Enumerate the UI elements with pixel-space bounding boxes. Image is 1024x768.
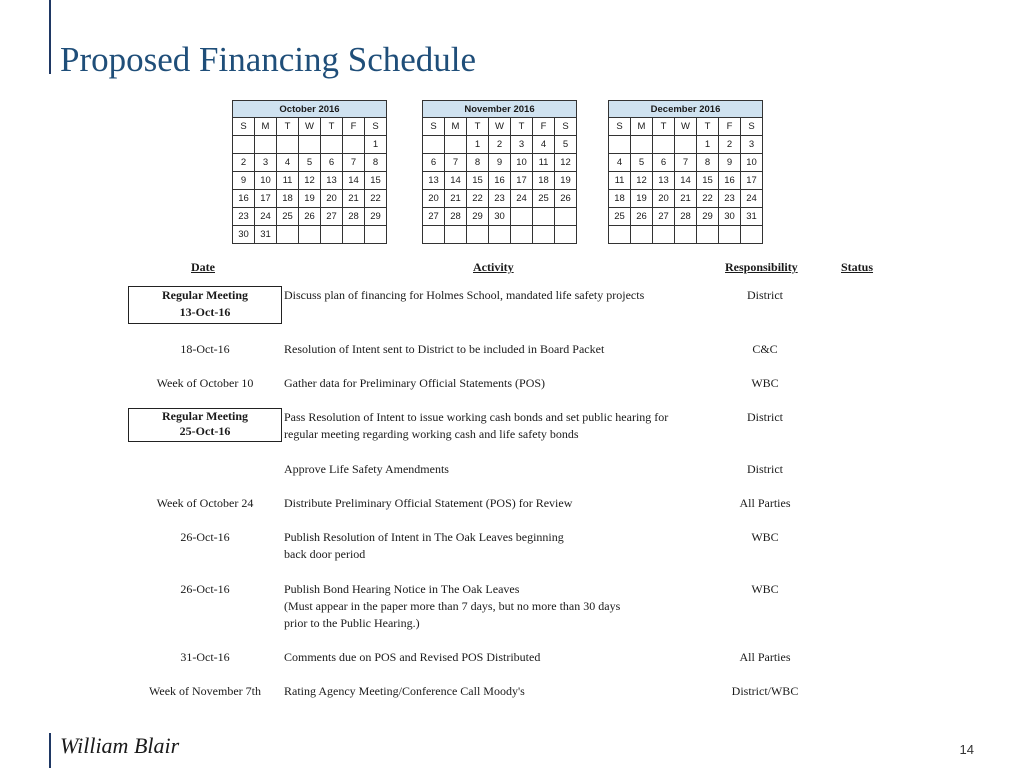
schedule-activity: [284, 375, 704, 392]
schedule-date: Week of October 24: [156, 496, 254, 510]
calendar-day: [741, 226, 763, 244]
calendar-day: 4: [277, 154, 299, 172]
calendar-day: 15: [365, 172, 387, 190]
calendar-day: 24: [255, 208, 277, 226]
calendar-day: [423, 226, 445, 244]
accent-bar-bottom: [49, 733, 51, 768]
calendar-day: [423, 136, 445, 154]
calendar-december: [608, 100, 763, 244]
schedule-activity: [284, 495, 704, 512]
meeting-date-box: [128, 408, 282, 442]
calendar-november: [422, 100, 577, 244]
calendar-day: 12: [555, 154, 577, 172]
schedule-responsibility: District: [747, 410, 783, 424]
schedule-date: 31-Oct-16: [180, 650, 230, 664]
schedule-date: Week of November 7th: [149, 684, 261, 698]
calendar-day: 29: [467, 208, 489, 226]
calendar-day: 17: [511, 172, 533, 190]
calendar-weekday: S: [365, 118, 387, 136]
header-activity: Activity: [473, 260, 514, 274]
calendar-day: 5: [299, 154, 321, 172]
calendar-day: [533, 208, 555, 226]
calendar-day: [719, 226, 741, 244]
calendar-day: 26: [299, 208, 321, 226]
schedule-responsibility: All Parties: [739, 496, 791, 510]
calendar-day: 4: [533, 136, 555, 154]
schedule-responsibility: WBC: [751, 530, 779, 544]
calendar-day: [321, 136, 343, 154]
schedule-activity-line: Discuss plan of financing for Holmes School, mandated life safety projects: [284, 288, 645, 302]
calendar-day: 29: [365, 208, 387, 226]
calendar-day: [277, 136, 299, 154]
calendar-october: [232, 100, 387, 244]
calendar-day: 6: [653, 154, 675, 172]
calendar-day: 19: [555, 172, 577, 190]
calendar-day: 19: [299, 190, 321, 208]
calendar-day: 25: [277, 208, 299, 226]
calendar-day: 22: [365, 190, 387, 208]
calendar-day: 6: [321, 154, 343, 172]
calendar-day: 14: [675, 172, 697, 190]
calendar-month-title: October 2016: [233, 101, 387, 118]
meeting-date-box: [128, 286, 282, 324]
calendar-day: 1: [365, 136, 387, 154]
calendar-month-title: December 2016: [609, 101, 763, 118]
schedule-activity-line: Distribute Preliminary Official Statement (POS) for Review: [284, 496, 573, 510]
calendar-day: [533, 226, 555, 244]
calendar-weekday: F: [719, 118, 741, 136]
calendar-day: 10: [255, 172, 277, 190]
calendar-day: 1: [467, 136, 489, 154]
calendar-day: [321, 226, 343, 244]
calendar-day: 16: [489, 172, 511, 190]
schedule-activity-line: (Must appear in the paper more than 7 days, but no more than 30 days: [284, 599, 621, 613]
calendar-weekday: T: [697, 118, 719, 136]
schedule-responsibility: District: [747, 288, 783, 302]
calendar-day: 27: [321, 208, 343, 226]
calendar-day: 8: [467, 154, 489, 172]
schedule-activity-line: Gather data for Preliminary Official Statements (POS): [284, 376, 546, 390]
calendar-day: [489, 226, 511, 244]
calendar-weekday: T: [653, 118, 675, 136]
calendar-day: 18: [533, 172, 555, 190]
calendar-day: 16: [233, 190, 255, 208]
schedule-date: 26-Oct-16: [180, 530, 230, 544]
calendar-day: 31: [255, 226, 277, 244]
calendar-day: 14: [445, 172, 467, 190]
schedule-date-line: Regular Meeting: [161, 288, 249, 302]
header-responsibility: Responsibility: [725, 260, 798, 274]
schedule-responsibility: District/WBC: [731, 684, 799, 698]
calendar-weekday: S: [423, 118, 445, 136]
calendar-day: 23: [719, 190, 741, 208]
calendar-day: 25: [533, 190, 555, 208]
calendar-day: [343, 136, 365, 154]
calendar-day: 9: [719, 154, 741, 172]
william-blair-logo: William Blair: [60, 733, 180, 758]
schedule-activity-line: Resolution of Intent sent to District to be included in Board Packet: [284, 342, 605, 356]
calendar-day: 26: [631, 208, 653, 226]
calendar-day: 11: [609, 172, 631, 190]
calendar-weekday: S: [233, 118, 255, 136]
schedule-responsibility: WBC: [751, 582, 779, 596]
calendar-day: 16: [719, 172, 741, 190]
calendar-weekday: F: [533, 118, 555, 136]
calendar-day: [299, 136, 321, 154]
page-number: 14: [959, 742, 974, 757]
schedule-responsibility: District: [747, 462, 783, 476]
schedule-date: 18-Oct-16: [180, 342, 230, 356]
calendar-day: 30: [489, 208, 511, 226]
calendar-weekday: T: [277, 118, 299, 136]
calendar-weekday: M: [255, 118, 277, 136]
schedule-activity-line: back door period: [284, 547, 366, 561]
calendar-day: 7: [343, 154, 365, 172]
calendar-day: 5: [555, 136, 577, 154]
schedule-activity-line: Rating Agency Meeting/Conference Call Moody's: [284, 684, 525, 698]
schedule-activity: [284, 529, 704, 563]
calendar-day: 8: [365, 154, 387, 172]
calendar-day: 18: [609, 190, 631, 208]
calendar-day: 13: [423, 172, 445, 190]
calendar-day: 10: [511, 154, 533, 172]
schedule-activity: [284, 409, 704, 443]
calendar-day: 21: [675, 190, 697, 208]
schedule-date-line: 13-Oct-16: [179, 305, 231, 319]
schedule-activity-line: Publish Resolution of Intent in The Oak Leaves beginning: [284, 530, 564, 544]
calendar-day: [277, 226, 299, 244]
schedule-activity: [284, 461, 704, 478]
calendar-day: 23: [489, 190, 511, 208]
calendar-day: [697, 226, 719, 244]
calendar-day: 20: [423, 190, 445, 208]
calendar-weekday: S: [609, 118, 631, 136]
calendar-day: 30: [233, 226, 255, 244]
calendar-weekday: M: [445, 118, 467, 136]
schedule-responsibility: WBC: [751, 376, 779, 390]
calendar-day: 29: [697, 208, 719, 226]
calendar-day: [445, 226, 467, 244]
calendar-day: [609, 136, 631, 154]
schedule-date: 26-Oct-16: [180, 582, 230, 596]
calendar-day: 21: [343, 190, 365, 208]
calendar-day: 30: [719, 208, 741, 226]
calendar-day: [343, 226, 365, 244]
calendar-day: 9: [489, 154, 511, 172]
calendar-day: 18: [277, 190, 299, 208]
calendar-day: 20: [321, 190, 343, 208]
calendar-weekday: S: [741, 118, 763, 136]
calendar-day: 22: [467, 190, 489, 208]
calendar-day: [445, 136, 467, 154]
calendar-day: 17: [255, 190, 277, 208]
calendar-day: 15: [697, 172, 719, 190]
calendar-day: 12: [631, 172, 653, 190]
calendar-day: [653, 226, 675, 244]
calendar-day: 28: [445, 208, 467, 226]
calendar-day: 11: [533, 154, 555, 172]
calendar-day: 5: [631, 154, 653, 172]
calendar-day: [631, 226, 653, 244]
schedule-activity-line: regular meeting regarding working cash and life safety bonds: [284, 427, 579, 441]
calendar-day: 13: [321, 172, 343, 190]
calendar-weekday: W: [675, 118, 697, 136]
calendar-day: [299, 226, 321, 244]
calendar-day: 25: [609, 208, 631, 226]
schedule-activity-line: prior to the Public Hearing.): [284, 616, 420, 630]
calendar-day: 2: [719, 136, 741, 154]
calendar-day: 19: [631, 190, 653, 208]
schedule-date-line: 25-Oct-16: [179, 424, 231, 438]
calendar-day: 6: [423, 154, 445, 172]
calendar-day: 31: [741, 208, 763, 226]
calendar-day: [631, 136, 653, 154]
calendar-day: 24: [511, 190, 533, 208]
schedule-date: Week of October 10: [156, 376, 254, 390]
calendar-day: 8: [697, 154, 719, 172]
calendar-day: 20: [653, 190, 675, 208]
calendar-day: [233, 136, 255, 154]
calendar-day: 15: [467, 172, 489, 190]
calendar-day: [511, 226, 533, 244]
calendar-day: [555, 208, 577, 226]
calendar-day: 24: [741, 190, 763, 208]
calendar-day: 13: [653, 172, 675, 190]
calendar-day: 12: [299, 172, 321, 190]
calendar-day: 3: [511, 136, 533, 154]
calendar-weekday: T: [467, 118, 489, 136]
schedule-activity: [284, 287, 704, 304]
calendar-weekday: W: [489, 118, 511, 136]
schedule-activity-line: Pass Resolution of Intent to issue working cash bonds and set public hearing for: [284, 410, 669, 424]
schedule-activity: [284, 581, 704, 632]
schedule-activity-line: Approve Life Safety Amendments: [284, 462, 449, 476]
calendar-day: 28: [675, 208, 697, 226]
calendar-day: 9: [233, 172, 255, 190]
schedule-date-line: Regular Meeting: [161, 409, 249, 423]
calendar-day: [653, 136, 675, 154]
calendar-day: 17: [741, 172, 763, 190]
schedule-responsibility: C&C: [752, 342, 778, 356]
calendar-day: 21: [445, 190, 467, 208]
calendar-day: 26: [555, 190, 577, 208]
schedule-activity-line: Comments due on POS and Revised POS Distributed: [284, 650, 541, 664]
calendar-weekday: W: [299, 118, 321, 136]
calendar-day: 14: [343, 172, 365, 190]
calendar-day: 1: [697, 136, 719, 154]
calendar-day: 28: [343, 208, 365, 226]
schedule-activity-line: Publish Bond Hearing Notice in The Oak Leaves: [284, 582, 520, 596]
accent-bar-top: [49, 0, 51, 74]
calendar-day: [675, 226, 697, 244]
calendar-day: 7: [445, 154, 467, 172]
schedule-activity: [284, 649, 704, 666]
calendar-day: 11: [277, 172, 299, 190]
calendar-day: 3: [741, 136, 763, 154]
calendar-day: 2: [489, 136, 511, 154]
calendar-day: 22: [697, 190, 719, 208]
calendar-month-title: November 2016: [423, 101, 577, 118]
calendar-day: [555, 226, 577, 244]
header-status: Status: [841, 260, 874, 274]
calendar-weekday: F: [343, 118, 365, 136]
calendar-weekday: T: [321, 118, 343, 136]
calendar-day: [675, 136, 697, 154]
calendar-weekday: S: [555, 118, 577, 136]
calendar-day: [609, 226, 631, 244]
calendar-day: 27: [423, 208, 445, 226]
schedule-activity: [284, 341, 704, 358]
page-title: Proposed Financing Schedule: [60, 40, 477, 79]
calendar-day: 23: [233, 208, 255, 226]
calendar-day: 7: [675, 154, 697, 172]
calendar-day: [467, 226, 489, 244]
calendar-day: 10: [741, 154, 763, 172]
calendar-day: [511, 208, 533, 226]
calendar-weekday: M: [631, 118, 653, 136]
header-date: Date: [191, 260, 215, 274]
calendar-weekday: T: [511, 118, 533, 136]
calendar-day: [255, 136, 277, 154]
calendar-day: 2: [233, 154, 255, 172]
schedule-activity: [284, 683, 704, 700]
calendar-day: [365, 226, 387, 244]
calendar-day: 27: [653, 208, 675, 226]
calendar-day: 4: [609, 154, 631, 172]
schedule-responsibility: All Parties: [739, 650, 791, 664]
calendar-day: 3: [255, 154, 277, 172]
